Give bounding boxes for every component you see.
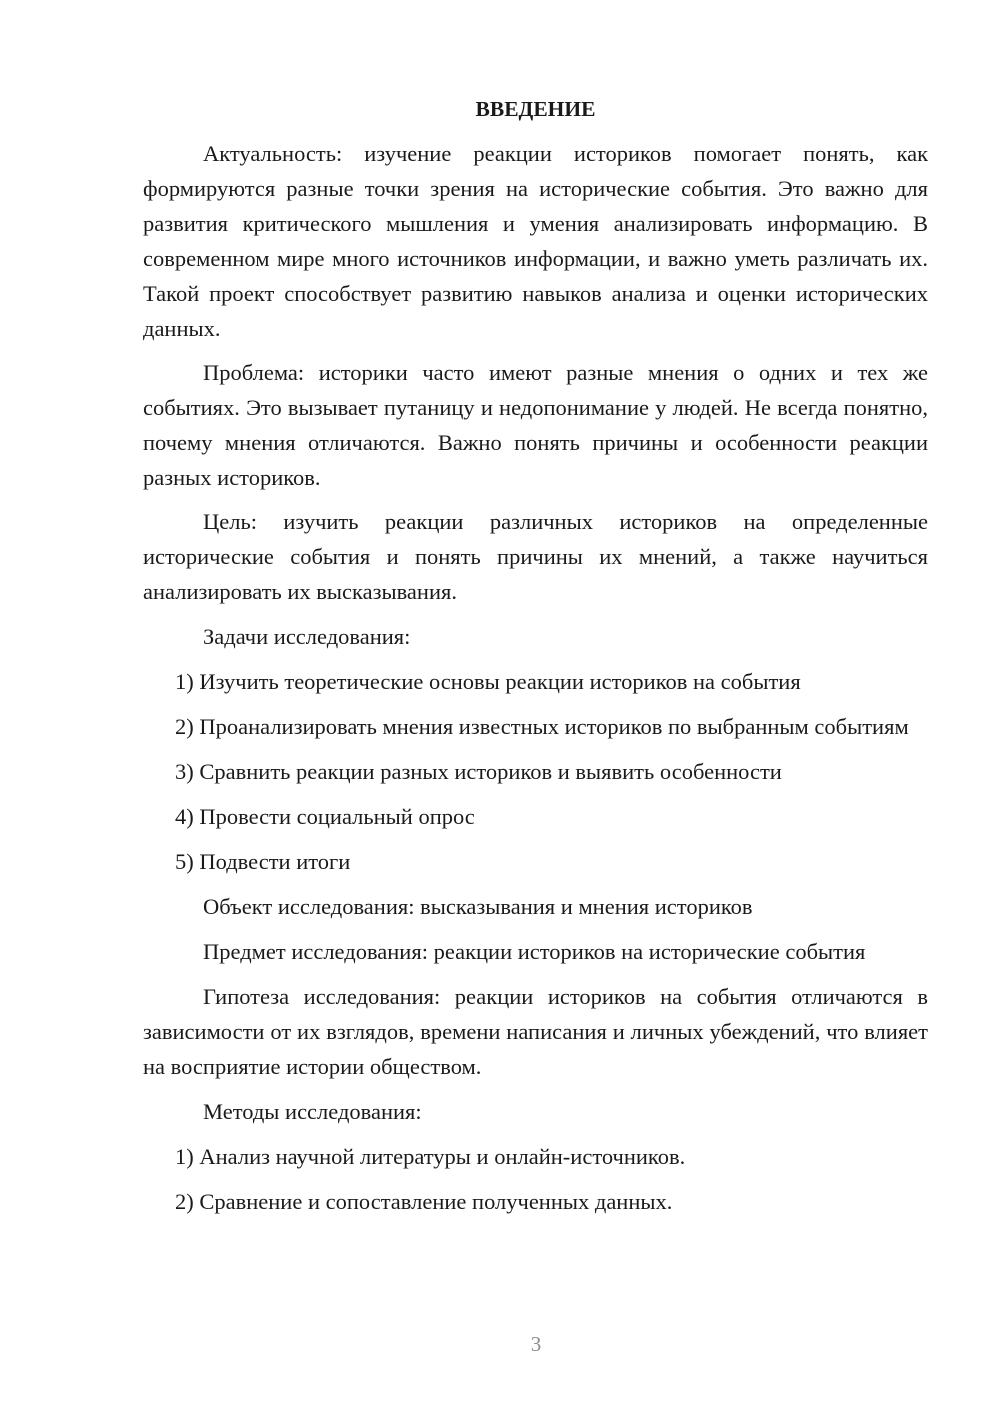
paragraph-problem: Проблема: историки часто имеют разные мнения о одних и тех же событиях. Это вызывает путаницу и недопонимание у людей. Не всегда понятно, почему мнения отличаются. Важно понять причины и особенности реакции разных историков. <box>143 360 928 490</box>
paragraph-hypothesis: Гипотеза исследования: реакции историков на события отличаются в зависимости от их взглядов, времени написания и личных убеждений, что влияет на восприятие истории обществом. <box>143 984 928 1079</box>
methods-heading: Методы исследования: <box>203 1099 422 1124</box>
paragraph-object: Объект исследования: высказывания и мнения историков <box>203 894 753 919</box>
method-item-2: 2) Сравнение и сопоставление полученных данных. <box>175 1189 673 1214</box>
task-item-1: 1) Изучить теоретические основы реакции историков на события <box>175 669 801 694</box>
document-page <box>143 92 928 1219</box>
page-number: 3 <box>530 1332 542 1356</box>
task-item-3: 3) Сравнить реакции разных историков и выявить особенности <box>175 759 782 784</box>
paragraph-relevance: Актуальность: изучение реакции историков помогает понять, как формируются разные точки зрения на исторические события. Это важно для развития критического мышления и умения анализировать информацию. В современном мире много источников информации, и важно уметь различать их. Такой проект способствует развитию навыков анализа и оценки исторических данных. <box>143 141 928 341</box>
task-item-2: 2) Проанализировать мнения известных историков по выбранным событиям <box>175 714 909 739</box>
task-item-5: 5) Подвести итоги <box>175 849 351 874</box>
tasks-heading: Задачи исследования: <box>203 624 411 649</box>
paragraph-goal: Цель: изучить реакции различных историков на определенные исторические события и понять причины их мнений, а также научиться анализировать их высказывания. <box>143 509 928 604</box>
paragraph-subject: Предмет исследования: реакции историков на исторические события <box>203 939 866 964</box>
method-item-1: 1) Анализ научной литературы и онлайн-источников. <box>175 1144 686 1169</box>
section-title: ВВЕДЕНИЕ <box>475 97 596 121</box>
task-item-4: 4) Провести социальный опрос <box>175 804 475 829</box>
